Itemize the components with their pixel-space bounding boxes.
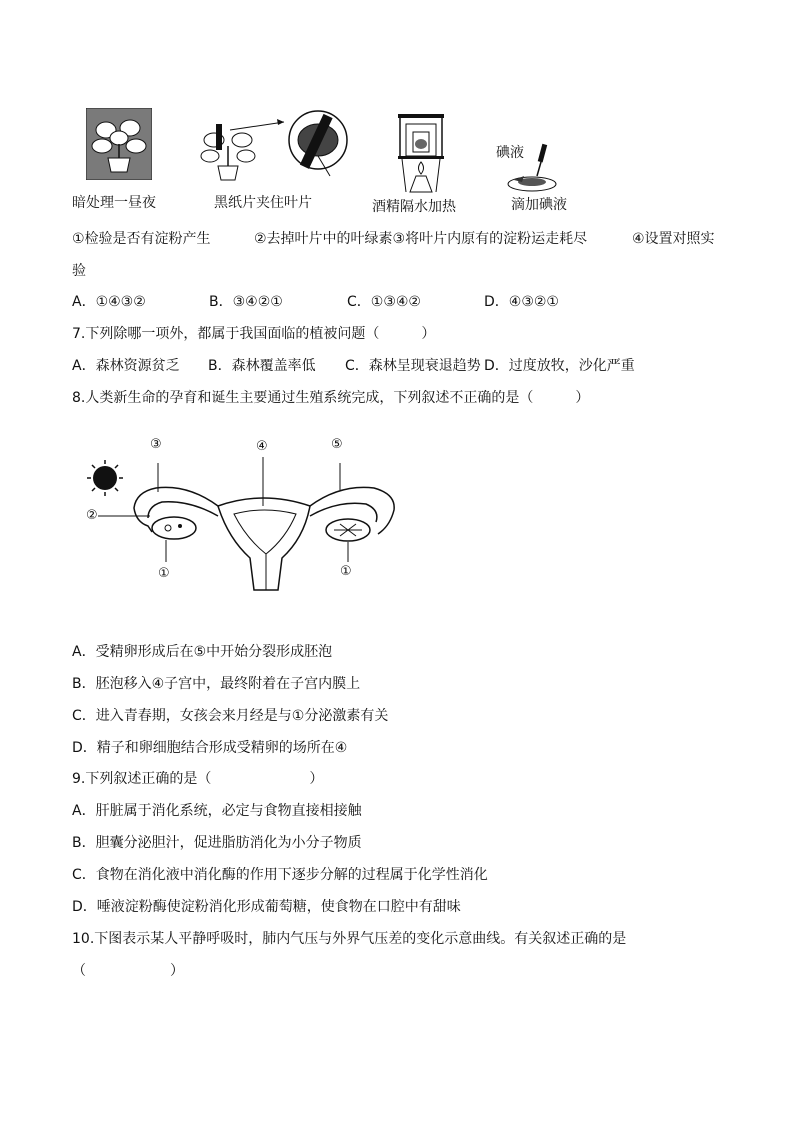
q9-stem: 9.下列叙述正确的是（ ） [72, 771, 324, 787]
q8-option-b: B．胚泡移入④子宫中，最终附着在子宫内膜上 [72, 676, 361, 692]
q7-option-c: C．森林呈现衰退趋势 [345, 358, 481, 374]
diagram-label-ovary-left: ① [158, 566, 170, 581]
q6-step-4: ④设置对照实 [632, 231, 715, 247]
diagram-label-ovary-right: ① [340, 564, 352, 579]
caption-iodine-dropping: 滴加碘液 [511, 197, 567, 213]
iodine-label: 碘液 [496, 145, 524, 161]
q10-stem: 10.下图表示某人平静呼吸时，肺内气压与外界气压差的变化示意曲线。有关叙述正确的是 [72, 931, 627, 947]
q6-step-2-3: ②去掉叶片中的叶绿素③将叶片内原有的淀粉运走耗尽 [254, 231, 588, 247]
q9-option-d: D．唾液淀粉酶使淀粉消化形成葡萄糖，使食物在口腔中有甜味 [72, 899, 461, 915]
diagram-label-tube: ⑤ [331, 437, 343, 452]
diagram-label-ovum: ② [86, 508, 98, 523]
figure-dark-treatment [86, 108, 152, 184]
q9-option-b: B．胆囊分泌胆汁，促进脂肪消化为小分子物质 [72, 835, 362, 851]
q8-option-a: A．受精卵形成后在⑤中开始分裂形成胚泡 [72, 644, 333, 660]
diagram-label-oviduct: ③ [150, 437, 162, 452]
q10-paren: （ ） [72, 963, 184, 979]
diagram-label-uterus: ④ [256, 439, 268, 454]
q6-option-b: B．③④②① [209, 294, 283, 310]
q6-step-1: ①检验是否有淀粉产生 [72, 231, 211, 247]
q9-option-c: C．食物在消化液中消化酶的作用下逐步分解的过程属于化学性消化 [72, 867, 488, 883]
q8-stem: 8.人类新生命的孕育和诞生主要通过生殖系统完成，下列叙述不正确的是（ ） [72, 390, 590, 406]
uterus-diagram [78, 430, 418, 604]
q7-stem: 7.下列除哪一项外，都属于我国面临的植被问题（ ） [72, 326, 436, 342]
figure-iodine-dropping [504, 142, 564, 198]
q8-option-c: C．进入青春期，女孩会来月经是与①分泌激素有关 [72, 708, 389, 724]
q6-option-c: C．①③④② [347, 294, 421, 310]
q8-option-d: D．精子和卵细胞结合形成受精卵的场所在④ [72, 740, 348, 756]
q7-option-a: A．森林资源贫乏 [72, 358, 180, 374]
caption-alcohol-heating: 酒精隔水加热 [372, 199, 456, 215]
caption-black-paper: 黑纸片夹住叶片 [214, 195, 312, 211]
caption-dark-treatment: 暗处理一昼夜 [72, 195, 156, 211]
q6-option-d: D．④③②① [484, 294, 559, 310]
q7-option-d: D．过度放牧，沙化严重 [484, 358, 635, 374]
figure-alcohol-heating [396, 112, 446, 198]
q9-option-a: A．肝脏属于消化系统，必定与食物直接相接触 [72, 803, 362, 819]
q6-option-a: A．①④③② [72, 294, 146, 310]
q6-step-4-cont: 验 [72, 263, 86, 279]
q7-option-b: B．森林覆盖率低 [208, 358, 316, 374]
figure-black-paper [200, 110, 350, 186]
ovum-burst-icon [87, 460, 123, 496]
